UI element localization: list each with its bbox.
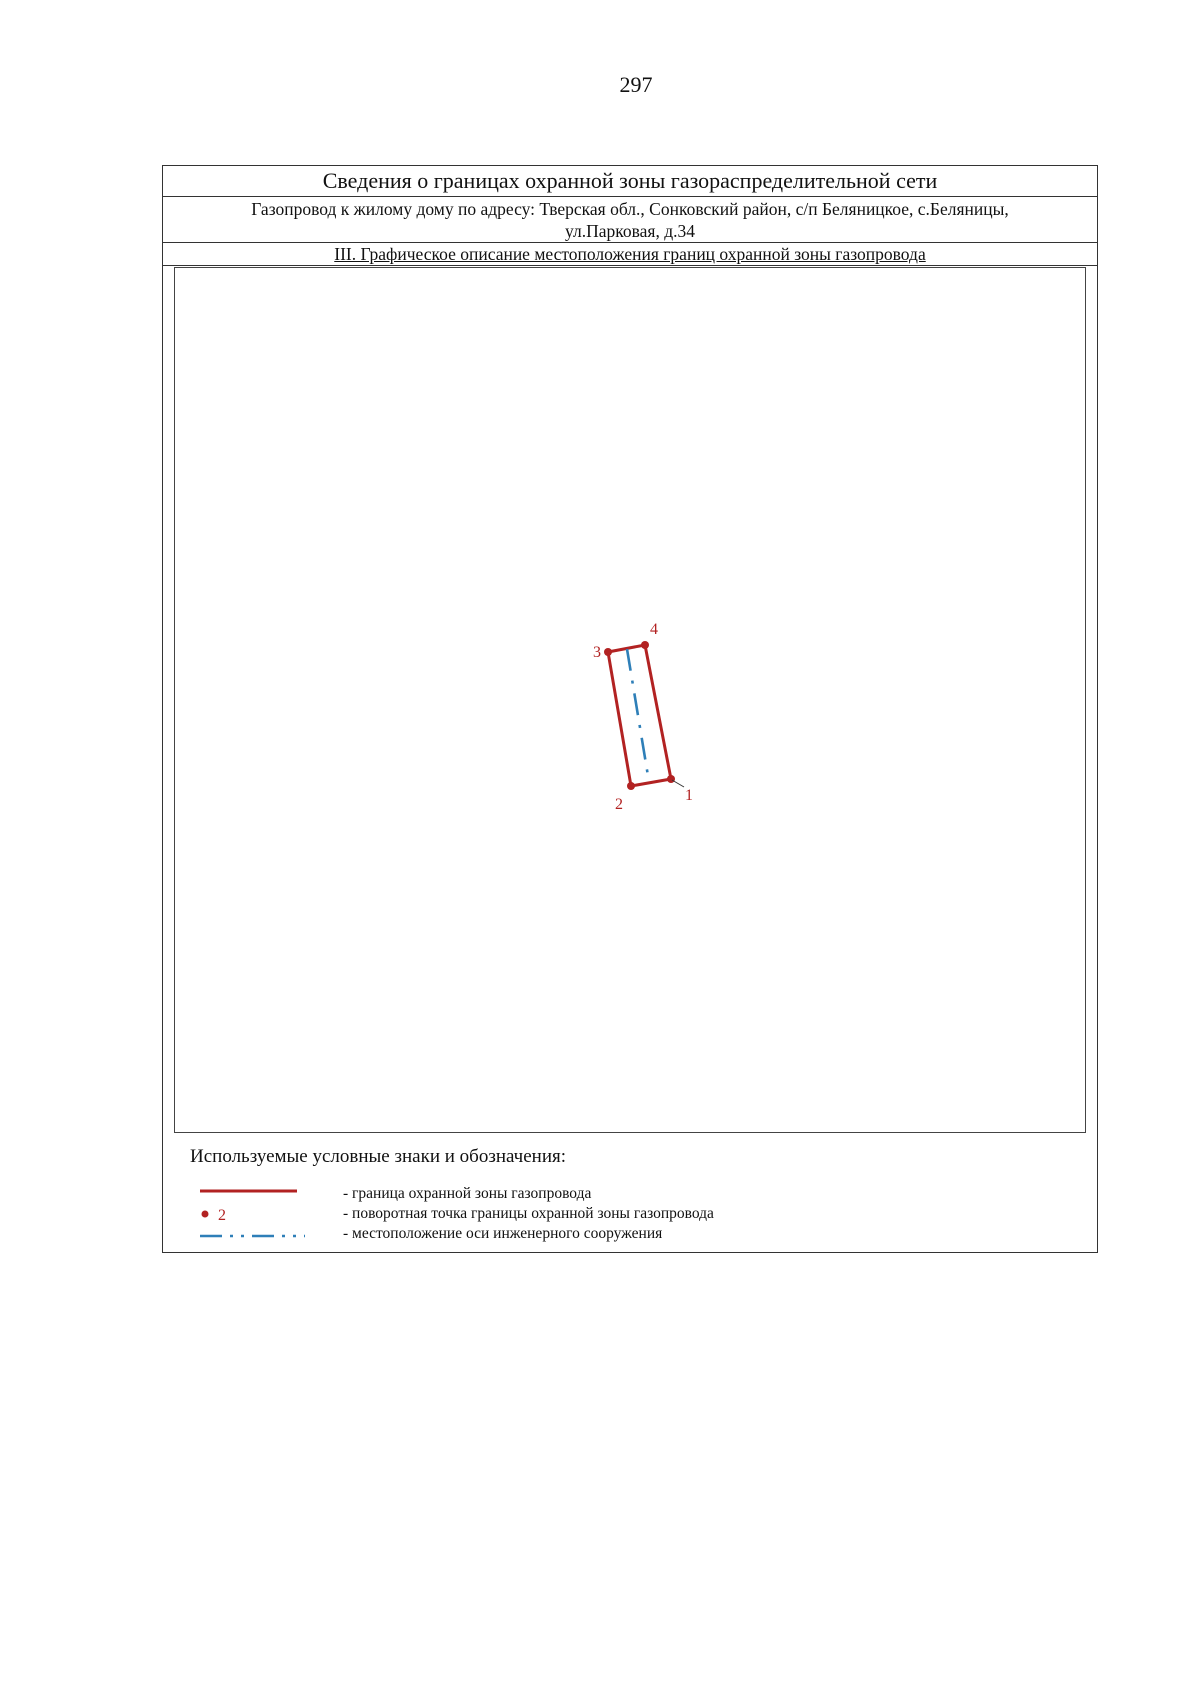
- zone-info-sheet: [162, 165, 1098, 1253]
- sheet-title: Сведения о границах охранной зоны газораспределительной сети: [163, 166, 1097, 197]
- turning-point-3: [604, 648, 612, 656]
- point-label-3: 3: [593, 644, 601, 661]
- axis-line-symbol: [200, 1224, 305, 1244]
- point-1-leader: [672, 780, 684, 787]
- legend-desc-axis: - местоположение оси инженерного сооружения: [343, 1225, 663, 1242]
- legend: [190, 1146, 1070, 1244]
- turning-point-2: [627, 782, 635, 790]
- legend-item-axis: [190, 1224, 1070, 1244]
- turning-point-symbol-label: 2: [218, 1207, 226, 1224]
- legend-desc-turning-point: - поворотная точка границы охранной зоны газопровода: [343, 1205, 714, 1222]
- point-label-1: 1: [685, 787, 693, 804]
- legend-desc-boundary: - граница охранной зоны газопровода: [343, 1185, 592, 1202]
- boundary-line-symbol: [200, 1184, 305, 1204]
- object-description-line-1: Газопровод к жилому дому по адресу: Тверская обл., Сонковский район, с/п Беляницкое, с.Беляницы,: [251, 199, 1009, 219]
- pipeline-axis: [627, 649, 649, 782]
- protection-zone-boundary: [608, 645, 671, 786]
- turning-point-4: [641, 641, 649, 649]
- boundary-map: [175, 268, 1085, 1132]
- page-number: 297: [619, 72, 653, 97]
- point-label-4: 4: [650, 621, 658, 638]
- legend-title: Используемые условные знаки и обозначения:: [190, 1146, 567, 1167]
- legend-item-boundary: [190, 1184, 1070, 1204]
- legend-item-turning-point: [190, 1204, 1070, 1224]
- object-description: [163, 197, 1097, 243]
- map-frame: [174, 267, 1086, 1133]
- object-description-line-2: ул.Парковая, д.34: [565, 221, 695, 241]
- turning-point-symbol: [200, 1204, 305, 1224]
- section-heading: III. Графическое описание местоположения границ охранной зоны газопровода: [163, 243, 1097, 266]
- turning-point-1: [667, 775, 675, 783]
- point-label-2: 2: [615, 796, 623, 813]
